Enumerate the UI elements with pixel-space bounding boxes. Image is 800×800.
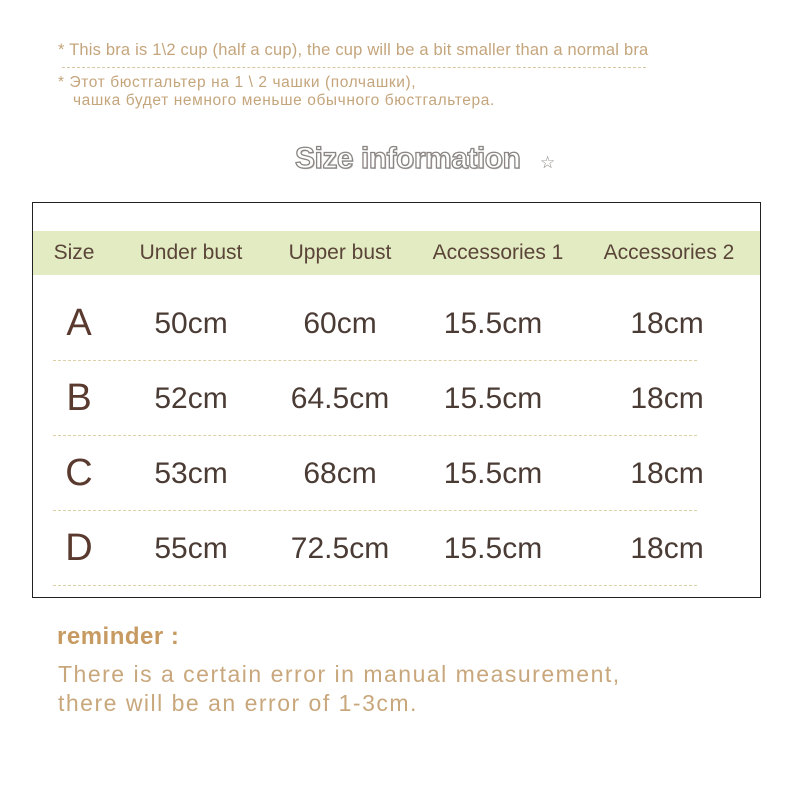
upper-bust-cell: 68cm <box>303 457 377 490</box>
header-accessories-2: Accessories 2 <box>603 241 735 264</box>
reminder-label: reminder : <box>57 623 180 650</box>
size-cell: B <box>66 377 92 419</box>
accessories-1-cell: 15.5cm <box>443 307 543 340</box>
page-title: Size information <box>295 142 521 175</box>
header-accessories-1: Accessories 1 <box>432 241 564 264</box>
table-header-row <box>33 231 760 275</box>
under-bust-cell: 50cm <box>154 307 228 340</box>
reminder-line-1: There is a certain error in manual measurement, <box>58 661 621 687</box>
reminder-text <box>58 660 621 718</box>
table-row <box>33 286 760 361</box>
under-bust-cell: 52cm <box>154 382 228 415</box>
size-cell: C <box>65 452 93 494</box>
accessories-2-cell: 18cm <box>630 307 704 340</box>
under-bust-cell: 53cm <box>154 457 228 490</box>
note-english: * This bra is 1\2 cup (half a cup), the cup will be a bit smaller than a normal bra <box>58 41 649 59</box>
upper-bust-cell: 64.5cm <box>290 382 390 415</box>
star-outline-icon: ☆ <box>540 153 556 172</box>
note-russian <box>58 74 495 110</box>
size-table <box>32 202 761 598</box>
size-cell: A <box>66 302 92 344</box>
row-divider <box>53 585 697 586</box>
header-size: Size <box>53 241 95 264</box>
reminder-line-2: there will be an error of 1-3cm. <box>58 690 418 716</box>
note-divider <box>62 67 646 68</box>
header-under-bust: Under bust <box>139 241 243 264</box>
accessories-1-cell: 15.5cm <box>443 457 543 490</box>
table-row <box>33 361 760 436</box>
upper-bust-cell: 72.5cm <box>290 532 390 565</box>
accessories-2-cell: 18cm <box>630 532 704 565</box>
title-block <box>295 139 520 179</box>
accessories-2-cell: 18cm <box>630 457 704 490</box>
note-russian-line-2: чашка будет немного меньше обычного бюстгальтера. <box>73 92 495 109</box>
table-row <box>33 511 760 586</box>
accessories-1-cell: 15.5cm <box>443 532 543 565</box>
table-row <box>33 436 760 511</box>
header-upper-bust: Upper bust <box>288 241 392 264</box>
upper-bust-cell: 60cm <box>303 307 377 340</box>
accessories-1-cell: 15.5cm <box>443 382 543 415</box>
size-cell: D <box>65 527 93 569</box>
accessories-2-cell: 18cm <box>630 382 704 415</box>
note-russian-line-1: * Этот бюстгальтер на 1 \ 2 чашки (полчашки), <box>58 74 417 91</box>
under-bust-cell: 55cm <box>154 532 228 565</box>
